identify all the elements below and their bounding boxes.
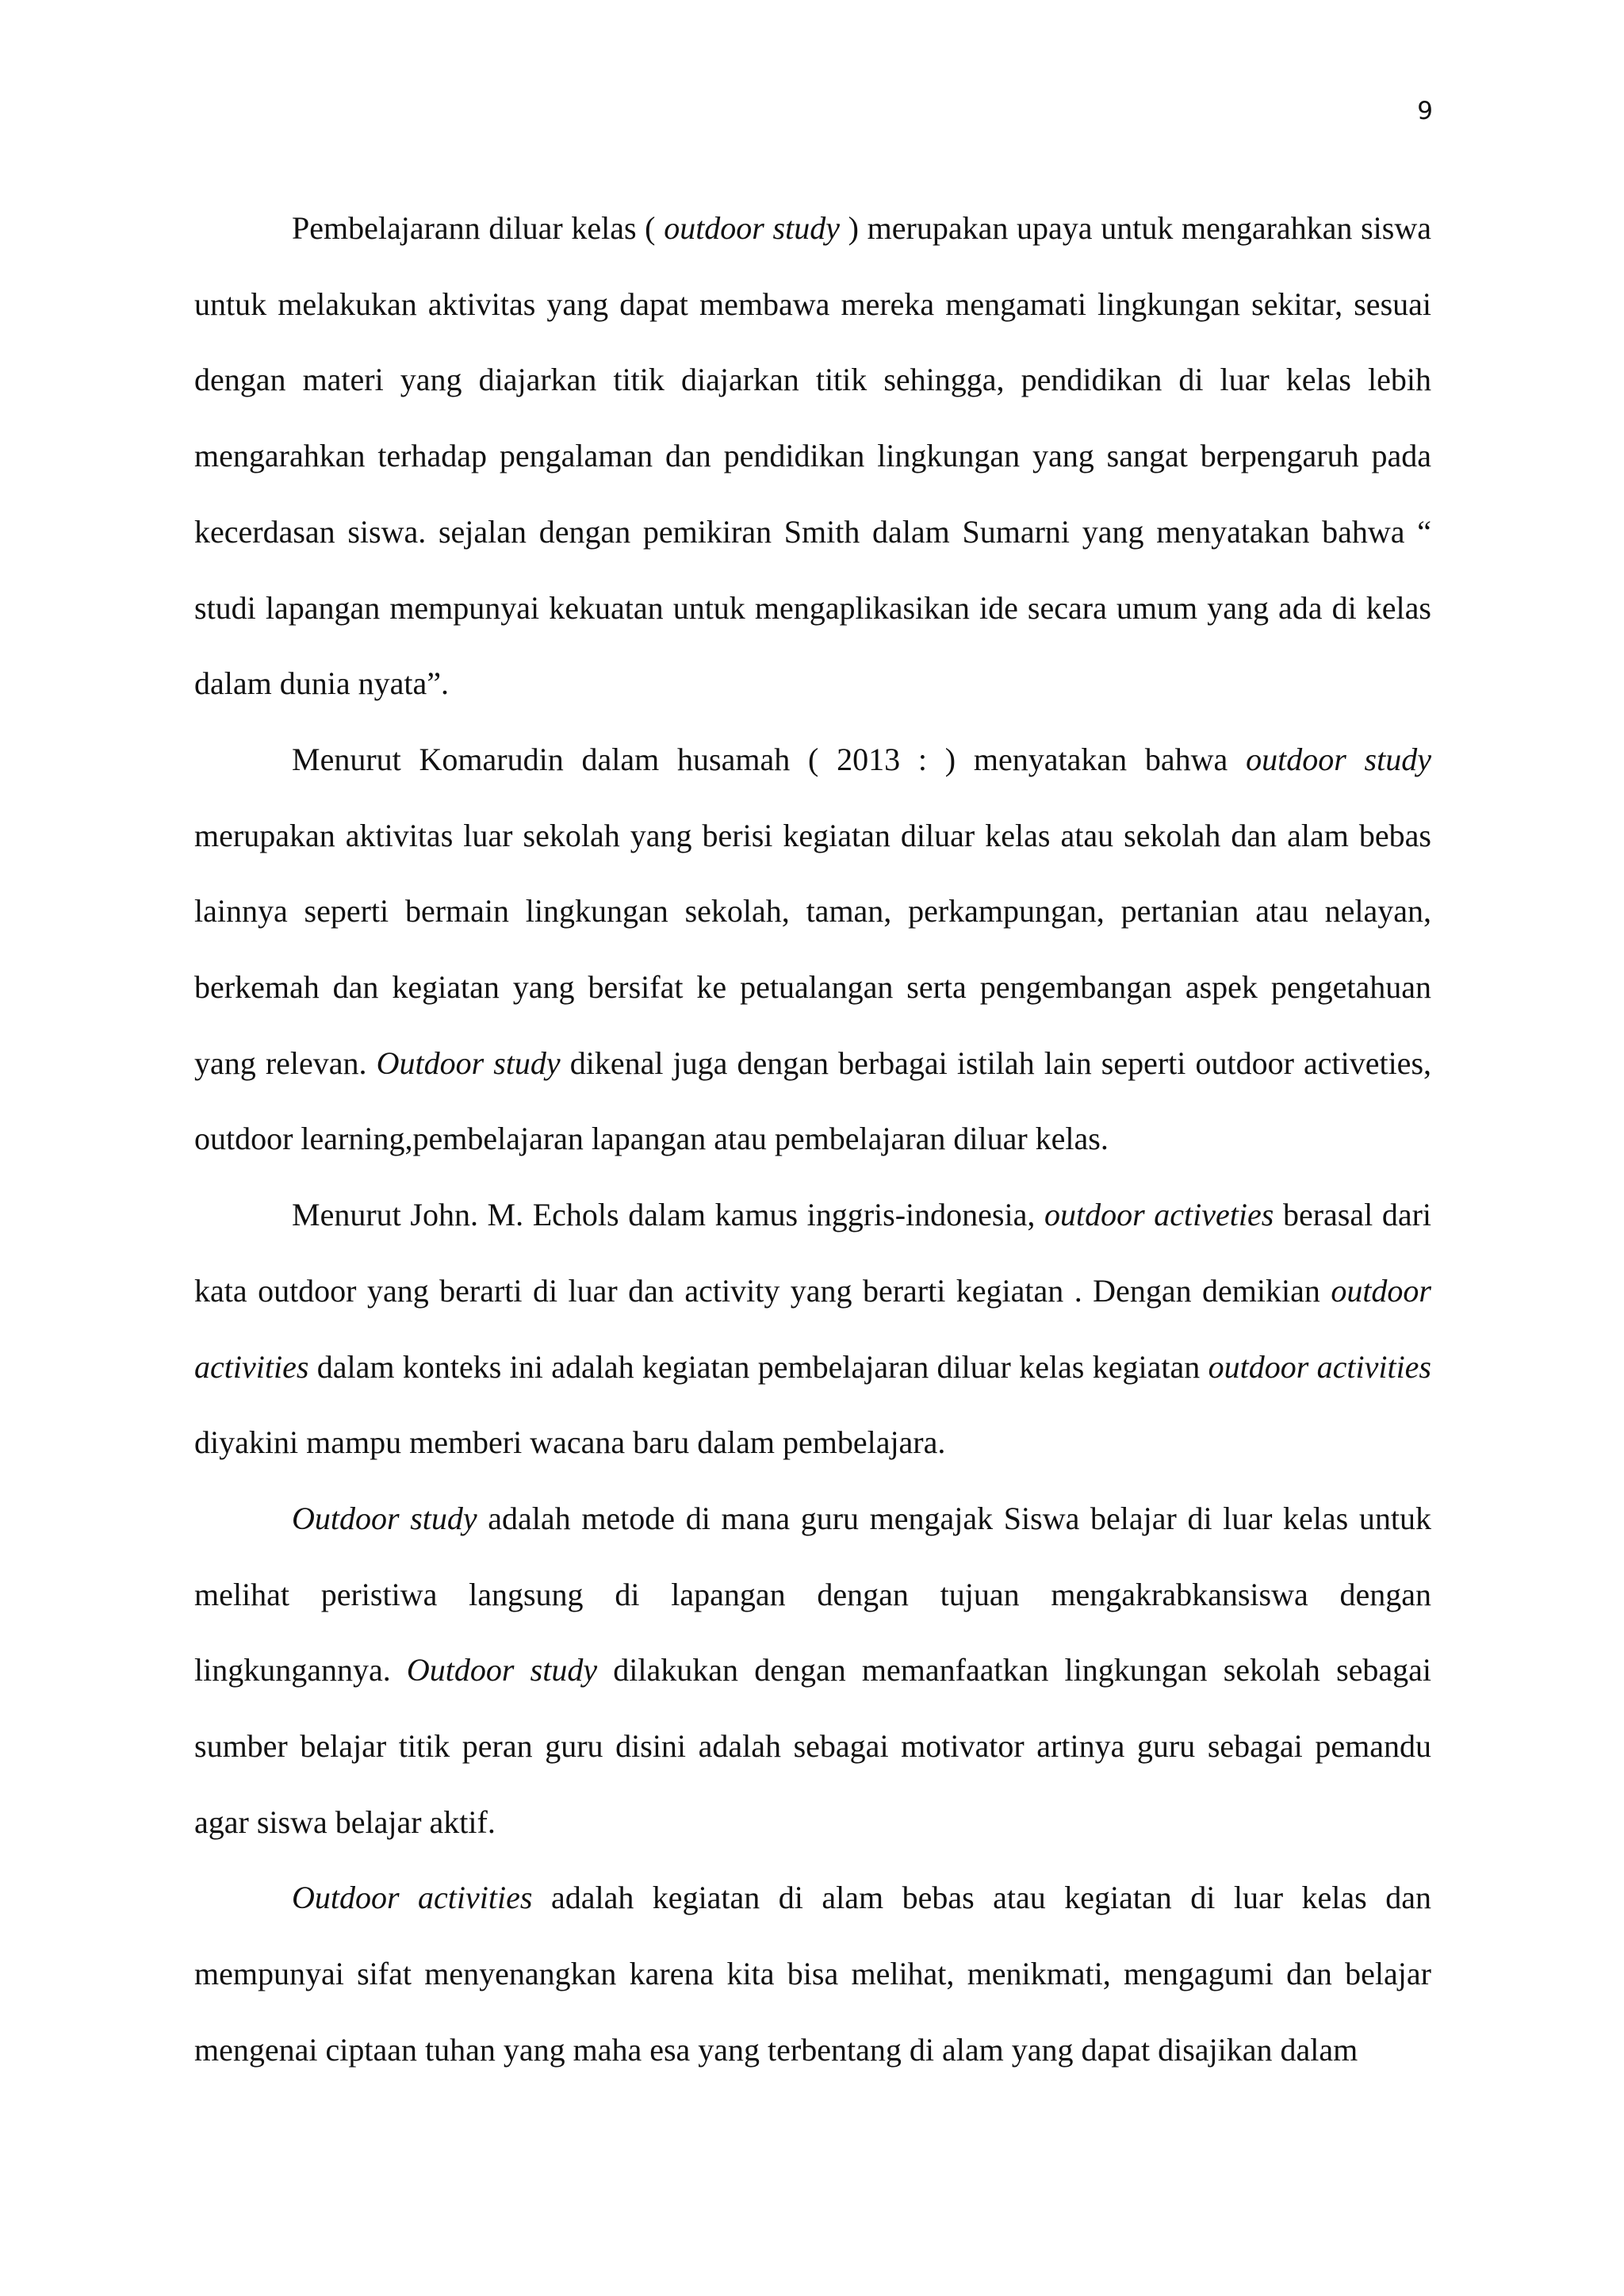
text-run: ) merupakan upaya untuk mengarahkan siswa untuk melakukan aktivitas yang dapat membawa mereka mengamati lingkungan sekitar, sesuai dengan materi yang diajarkan titik diajarkan titik sehingga, pendidikan di luar kelas lebih mengarahkan terhadap pengalaman dan pendidikan lingkungan yang sangat berpengaruh pada kecerdasan siswa. sejalan dengan pemikiran Smith dalam Sumarni yang menyatakan bahwa “ studi lapangan mempunyai kekuatan untuk mengaplikasikan ide secara umum yang ada di kelas dalam dunia nyata”.: [194, 210, 1431, 702]
paragraph-5: [194, 1860, 1431, 2087]
italic-term: Outdoor study: [292, 1500, 477, 1536]
paragraph-1: [194, 190, 1431, 722]
text-run: Pembelajarann diluar kelas (: [292, 210, 665, 246]
body-text: [194, 190, 1431, 2088]
text-run: dikenal juga dengan berbagai istilah lain seperti outdoor activeties, outdoor learning,pembelajaran lapangan atau pembelajaran diluar kelas.: [194, 1045, 1432, 1157]
text-run: berasal dari kata outdoor yang berarti di luar dan activity yang berarti kegiatan . Dengan demikian: [194, 1197, 1432, 1309]
page-number: 9: [1417, 97, 1433, 125]
text-run: adalah kegiatan di alam bebas atau kegiatan di luar kelas dan mempunyai sifat menyenangkan karena kita bisa melihat, menikmati, mengagumi dan belajar mengenai ciptaan tuhan yang maha esa yang terbentang di alam yang dapat disajikan dalam: [194, 1880, 1431, 2068]
italic-term: outdoor activities: [1208, 1348, 1432, 1385]
italic-term: outdoor study: [664, 210, 840, 246]
italic-term: Outdoor study: [406, 1652, 598, 1688]
italic-term: Outdoor study: [376, 1045, 561, 1081]
text-run: diyakini mampu memberi wacana baru dalam pembelajara.: [194, 1424, 946, 1461]
paragraph-3: [194, 1177, 1431, 1481]
italic-term: Outdoor activities: [292, 1880, 533, 1916]
italic-term: outdoor activeties: [1044, 1197, 1274, 1233]
paragraph-4: [194, 1481, 1431, 1861]
italic-term: outdoor activities: [194, 1272, 1431, 1385]
text-run: dilakukan dengan memanfaatkan lingkungan sekolah sebagai sumber belajar titik peran guru disini adalah sebagai motivator artinya guru sebagai pemandu agar siswa belajar aktif.: [194, 1652, 1432, 1840]
text-run: merupakan aktivitas luar sekolah yang berisi kegiatan diluar kelas atau sekolah dan alam bebas lainnya seperti bermain lingkungan sekolah, taman, perkampungan, pertanian atau nelayan, berkemah dan kegiatan yang bersifat ke petualangan serta pengembangan aspek pengetahuan yang relevan.: [194, 817, 1431, 1081]
text-run: dalam konteks ini adalah kegiatan pembelajaran diluar kelas kegiatan: [308, 1348, 1208, 1385]
italic-term: outdoor study: [1246, 741, 1431, 777]
text-run: adalah metode di mana guru mengajak Siswa belajar di luar kelas untuk melihat peristiwa langsung di lapangan dengan tujuan mengakrabkansiswa dengan lingkungannya.: [194, 1500, 1432, 1688]
text-run: Menurut John. M. Echols dalam kamus inggris-indonesia,: [292, 1197, 1044, 1233]
paragraph-2: [194, 722, 1431, 1177]
text-run: Menurut Komarudin dalam husamah ( 2013 : ) menyatakan bahwa: [292, 741, 1247, 777]
